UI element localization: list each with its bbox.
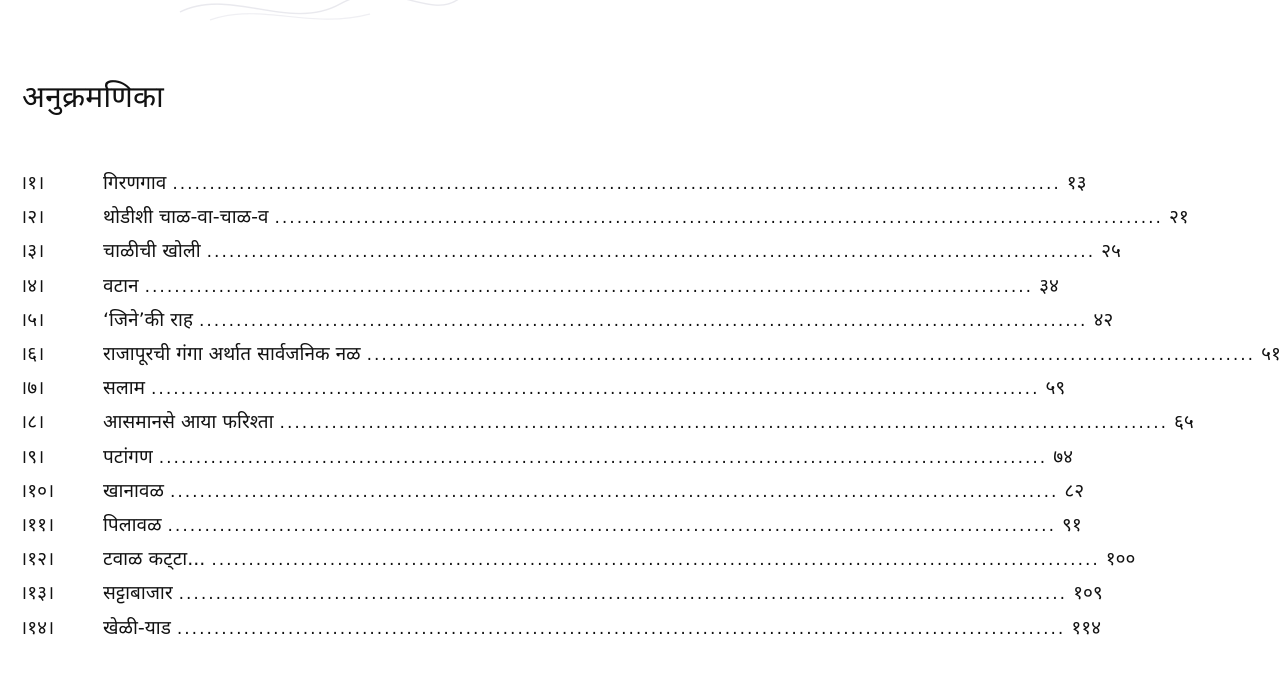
toc-row [0,305,1114,335]
chapter-title: सलाम [103,377,146,400]
chapter-title: पिलावळ [103,514,162,536]
chapter-title: आसमानसे आया फरिश्ता [103,411,274,434]
toc-entry [103,373,1066,404]
toc-entry [103,407,1194,438]
toc-entry [103,578,1103,609]
toc-row [0,236,1121,266]
chapter-number: ।४। [20,274,45,297]
page-number: २१ [1168,206,1189,229]
toc-row [0,578,1103,608]
page-number: ४२ [1093,308,1114,331]
toc-row [0,373,1066,403]
dot-leader: ........................................................................................................................ [169,481,1059,502]
toc-row [0,271,1059,301]
toc-row [0,613,1101,643]
page-number: ७४ [1053,445,1073,468]
dot-leader: ........................................................................................................................ [274,208,1163,229]
toc-entry [103,476,1085,507]
toc-row [0,339,1281,369]
dot-leader: ........................................................................................................................ [279,413,1169,434]
decorative-flourish [170,0,470,32]
chapter-number: ।१४। [20,616,55,639]
dot-leader: ........................................................................................................................ [151,379,1040,400]
toc-entry [103,168,1087,199]
toc-entry [103,236,1121,267]
toc-entry [103,613,1101,644]
page-number: ८२ [1064,479,1085,502]
chapter-number: ।६। [20,343,45,365]
dot-leader: ........................................................................................................................ [158,447,1048,468]
page-number: ६५ [1174,411,1194,434]
dot-leader: ........................................................................................................................ [144,276,1034,297]
chapter-title: खेळी-याड [103,616,171,639]
chapter-number: ।८। [20,411,45,434]
chapter-number: ।५। [20,308,45,331]
chapter-title: खानावळ [103,479,164,502]
page-number: २५ [1101,240,1121,263]
page-number: ५९ [1045,377,1066,400]
toc-row [0,442,1073,472]
chapter-title: ‘जिने’की राह [103,308,193,331]
chapter-title: राजापूरची गंगा अर्थात सार्वजनिक नळ [103,343,361,365]
chapter-title: पटांगण [103,445,153,468]
page-number: १३ [1066,172,1087,194]
page-number: ११४ [1071,616,1101,639]
chapter-title: चाळीची खोली [103,240,201,263]
chapter-title: सट्टाबाजार [103,582,173,605]
dot-leader: ........................................................................................................................ [206,242,1096,263]
toc-row [0,510,1082,540]
chapter-number: ।१। [20,172,45,194]
page-number: १०९ [1073,582,1103,605]
chapter-number: ।११। [20,514,55,536]
chapter-title: थोडीशी चाळ-वा-चाळ-व [103,206,269,229]
toc-row [0,202,1189,232]
dot-leader: ........................................................................................................................ [176,618,1066,639]
toc-row [0,544,1136,574]
toc-row [0,407,1194,437]
chapter-number: ।१३। [20,582,55,605]
chapter-number: ।९। [20,445,45,468]
toc-entry [103,339,1281,370]
chapter-number: ।३। [20,240,45,263]
page-title: अनुक्रमणिका [22,80,165,115]
toc-entry [103,442,1073,473]
chapter-number: ।२। [20,206,45,229]
chapter-number: ।१२। [20,548,55,571]
toc-entry [103,510,1082,541]
page-number: ३४ [1039,274,1059,297]
page-number: ५१ [1261,343,1281,365]
toc-entry [103,544,1136,575]
toc-row [0,476,1085,506]
toc-entry [103,305,1114,336]
chapter-title: टवाळ कट्‌टा... [103,548,206,571]
page-number: ९१ [1062,514,1082,536]
dot-leader: ........................................................................................................................ [172,174,1061,194]
dot-leader: ........................................................................................................................ [366,345,1256,365]
dot-leader: ........................................................................................................................ [167,516,1056,536]
page-number: १०० [1105,548,1136,571]
dot-leader: ........................................................................................................................ [211,550,1100,571]
chapter-title: वटान [103,274,139,297]
toc-entry [103,202,1189,233]
chapter-title: गिरणगाव [103,172,167,194]
chapter-number: ।७। [20,377,45,400]
toc-row [0,168,1087,198]
toc-entry [103,271,1059,302]
dot-leader: ........................................................................................................................ [178,584,1068,605]
dot-leader: ........................................................................................................................ [198,310,1088,331]
chapter-number: ।१०। [20,479,55,502]
